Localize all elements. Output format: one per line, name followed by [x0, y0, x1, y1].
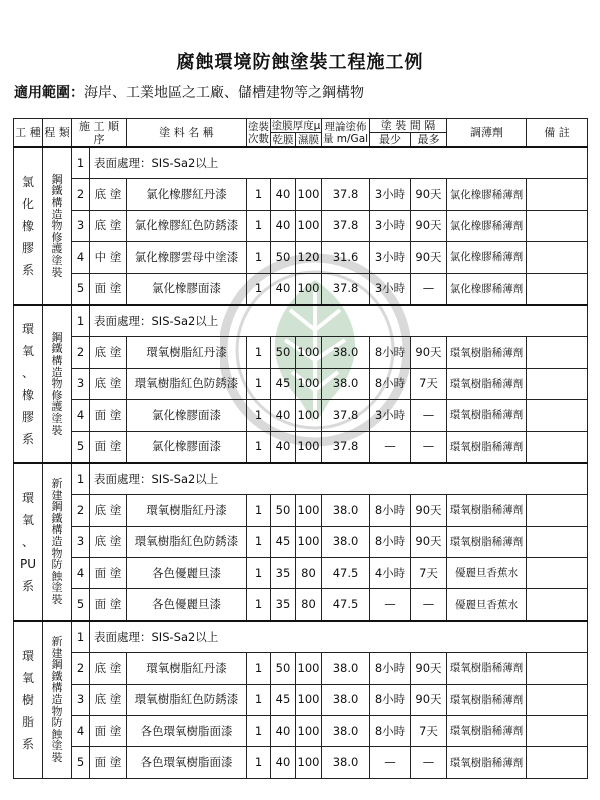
- thinner-cell: 環氧樹脂稀薄劑: [447, 526, 527, 557]
- table-row: [14, 210, 588, 241]
- coats-cell: 1: [247, 589, 271, 621]
- table-row: [14, 337, 588, 368]
- coats-cell: 1: [247, 400, 271, 431]
- remark-cell: [527, 337, 588, 368]
- header-max: 最多: [411, 133, 447, 148]
- header-dry: 乾膜: [272, 133, 294, 146]
- coats-cell: 1: [247, 495, 271, 526]
- dry-film-cell: 40: [271, 210, 296, 241]
- header-thinner: 調薄劑: [447, 119, 527, 148]
- header-process: 程 類: [43, 119, 72, 148]
- step-number: 2: [72, 653, 90, 684]
- header-row-1: [14, 119, 588, 133]
- thinner-cell: 氯化橡膠稀薄劑: [447, 179, 527, 210]
- table-row: [14, 558, 588, 589]
- thinner-cell: 環氧樹脂稀薄劑: [447, 337, 527, 368]
- thinner-cell: 環氧樹脂稀薄劑: [447, 431, 527, 463]
- thinner-cell: 環氧樹脂稀薄劑: [447, 495, 527, 526]
- wet-film-cell: 100: [296, 684, 322, 715]
- coverage-cell: 37.8: [322, 400, 370, 431]
- step-number: 4: [72, 400, 90, 431]
- table-row: [14, 653, 588, 684]
- min-interval-cell: 8小時: [370, 716, 411, 747]
- step-number: 1: [72, 621, 90, 653]
- step-number: 1: [72, 463, 90, 495]
- coverage-cell: 38.0: [322, 495, 370, 526]
- wet-film-cell: 100: [296, 716, 322, 747]
- min-interval-cell: 3小時: [370, 210, 411, 241]
- remark-cell: [527, 747, 588, 778]
- step-number: 1: [72, 147, 90, 179]
- stage-cell: 底 塗: [90, 179, 127, 210]
- stage-cell: 底 塗: [90, 210, 127, 241]
- header-min: 最少: [370, 133, 411, 148]
- dry-film-cell: 50: [271, 653, 296, 684]
- thinner-cell: 氯化橡膠稀薄劑: [447, 210, 527, 241]
- max-interval-cell: 7天: [411, 558, 447, 589]
- remark-cell: [527, 495, 588, 526]
- remark-cell: [527, 653, 588, 684]
- coverage-cell: 37.8: [322, 179, 370, 210]
- min-interval-cell: 8小時: [370, 526, 411, 557]
- system-cell: 環 氧 、 PU 系: [14, 463, 43, 621]
- dry-film-cell: 40: [271, 179, 296, 210]
- max-interval-cell: 90天: [411, 495, 447, 526]
- coats-cell: 1: [247, 242, 271, 273]
- stage-cell: 面 塗: [90, 400, 127, 431]
- coverage-cell: 47.5: [322, 558, 370, 589]
- stage-cell: 底 塗: [90, 526, 127, 557]
- min-interval-cell: 3小時: [370, 400, 411, 431]
- coverage-cell: 38.0: [322, 368, 370, 399]
- paint-name: 各色優麗旦漆: [127, 558, 247, 589]
- page-title: 腐蝕環境防蝕塗裝工程施工例: [176, 52, 424, 73]
- max-interval-cell: 90天: [411, 337, 447, 368]
- coats-cell: 1: [247, 558, 271, 589]
- wet-film-cell: 100: [296, 526, 322, 557]
- system-cell: 環 氧 、 橡 膠 系: [14, 305, 43, 463]
- min-interval-cell: 8小時: [370, 495, 411, 526]
- dry-film-cell: 40: [271, 716, 296, 747]
- header-coverage: 理論塗佈 量 m/Gal: [322, 119, 370, 148]
- wet-film-cell: 120: [296, 242, 322, 273]
- min-interval-cell: —: [370, 431, 411, 463]
- paint-name: 環氧樹脂紅色防銹漆: [127, 684, 247, 715]
- coverage-cell: 37.8: [322, 210, 370, 241]
- max-interval-cell: —: [411, 273, 447, 305]
- paint-name: 氯化橡膠面漆: [127, 431, 247, 463]
- thinner-cell: 氯化橡膠稀薄劑: [447, 242, 527, 273]
- coats-cell: 1: [247, 431, 271, 463]
- step-number: 3: [72, 684, 90, 715]
- paint-name: 環氧樹脂紅丹漆: [127, 337, 247, 368]
- wet-film-cell: 80: [296, 558, 322, 589]
- paint-name: 氯化橡膠面漆: [127, 273, 247, 305]
- paint-name: 各色優麗旦漆: [127, 589, 247, 621]
- remark-cell: [527, 400, 588, 431]
- wet-film-cell: 100: [296, 653, 322, 684]
- stage-cell: 底 塗: [90, 684, 127, 715]
- stage-cell: 底 塗: [90, 368, 127, 399]
- step-number: 5: [72, 273, 90, 305]
- coats-cell: 1: [247, 716, 271, 747]
- min-interval-cell: 8小時: [370, 337, 411, 368]
- min-interval-cell: —: [370, 747, 411, 778]
- thinner-cell: 環氧樹脂稀薄劑: [447, 368, 527, 399]
- stage-cell: 底 塗: [90, 337, 127, 368]
- max-interval-cell: —: [411, 747, 447, 778]
- step-number: 2: [72, 179, 90, 210]
- min-interval-cell: 8小時: [370, 684, 411, 715]
- max-interval-cell: 90天: [411, 210, 447, 241]
- process-cell: 新 建 鋼 鐵 構 造 物 防 蝕 塗 裝: [43, 463, 72, 621]
- dry-film-cell: 35: [271, 589, 296, 621]
- header-wet: 濕膜: [296, 133, 322, 148]
- max-interval-cell: 90天: [411, 179, 447, 210]
- wet-film-cell: 100: [296, 179, 322, 210]
- coats-cell: 1: [247, 273, 271, 305]
- stage-cell: 底 塗: [90, 653, 127, 684]
- paint-name: 氯化橡膠紅丹漆: [127, 179, 247, 210]
- scope-label: 適用範圍：: [14, 85, 84, 101]
- remark-cell: [527, 589, 588, 621]
- coats-cell: 1: [247, 653, 271, 684]
- scope-line: [14, 82, 364, 102]
- paint-name: 各色環氧樹脂面漆: [127, 747, 247, 778]
- max-interval-cell: —: [411, 431, 447, 463]
- dry-film-cell: 40: [271, 431, 296, 463]
- header-film: 塗膜厚度μ: [271, 119, 321, 132]
- step-number: 1: [72, 305, 90, 337]
- header-paint: 塗 料 名 稱: [127, 119, 247, 148]
- table-row: [14, 242, 588, 273]
- coats-cell: 1: [247, 526, 271, 557]
- step-number: 3: [72, 368, 90, 399]
- wet-film-cell: 100: [296, 337, 322, 368]
- remark-cell: [527, 526, 588, 557]
- stage-cell: 面 塗: [90, 716, 127, 747]
- paint-name: 環氧樹脂紅丹漆: [127, 495, 247, 526]
- table-row: [14, 273, 588, 305]
- surface-row: [14, 621, 588, 653]
- coverage-cell: 37.8: [322, 273, 370, 305]
- step-number: 3: [72, 210, 90, 241]
- max-interval-cell: —: [411, 589, 447, 621]
- min-interval-cell: 8小時: [370, 653, 411, 684]
- remark-cell: [527, 242, 588, 273]
- table-row: [14, 368, 588, 399]
- coverage-cell: 47.5: [322, 589, 370, 621]
- coats-cell: 1: [247, 747, 271, 778]
- thinner-cell: 優麗旦香蕉水: [447, 558, 527, 589]
- max-interval-cell: 90天: [411, 684, 447, 715]
- table-row: [14, 747, 588, 778]
- dry-film-cell: 50: [271, 495, 296, 526]
- coverage-cell: 38.0: [322, 747, 370, 778]
- step-number: 4: [72, 242, 90, 273]
- header-remark: 備 註: [527, 119, 588, 148]
- table-row: [14, 716, 588, 747]
- dry-film-cell: 45: [271, 526, 296, 557]
- max-interval-cell: 7天: [411, 368, 447, 399]
- coats-cell: 1: [247, 337, 271, 368]
- remark-cell: [527, 716, 588, 747]
- stage-cell: 面 塗: [90, 431, 127, 463]
- step-number: 5: [72, 431, 90, 463]
- paint-name: 氯化橡膠紅色防銹漆: [127, 210, 247, 241]
- table-row: [14, 684, 588, 715]
- paint-name: 環氧樹脂紅色防銹漆: [127, 368, 247, 399]
- surface-row: [14, 147, 588, 179]
- dry-film-cell: 45: [271, 684, 296, 715]
- stage-cell: 中 塗: [90, 242, 127, 273]
- coverage-cell: 38.0: [322, 684, 370, 715]
- max-interval-cell: 7天: [411, 716, 447, 747]
- step-number: 5: [72, 747, 90, 778]
- header-coats: 塗裝 次數: [247, 119, 271, 148]
- scope-text: 海岸、工業地區之工廠、儲槽建物等之鋼構物: [84, 85, 364, 101]
- min-interval-cell: 8小時: [370, 368, 411, 399]
- coverage-cell: 38.0: [322, 337, 370, 368]
- max-interval-cell: 90天: [411, 526, 447, 557]
- dry-film-cell: 35: [271, 558, 296, 589]
- max-interval-cell: 90天: [411, 653, 447, 684]
- header-system: 工 種: [14, 119, 43, 148]
- remark-cell: [527, 273, 588, 305]
- coverage-cell: 31.6: [322, 242, 370, 273]
- coverage-cell: 38.0: [322, 716, 370, 747]
- max-interval-cell: —: [411, 400, 447, 431]
- surface-treatment: 表面處理：SIS-Sa2以上: [90, 463, 588, 495]
- header-interval: 塗 裝 間 隔: [370, 119, 447, 133]
- step-number: 4: [72, 558, 90, 589]
- coverage-cell: 38.0: [322, 653, 370, 684]
- thinner-cell: 環氧樹脂稀薄劑: [447, 653, 527, 684]
- coverage-cell: 37.8: [322, 431, 370, 463]
- thinner-cell: 環氧樹脂稀薄劑: [447, 716, 527, 747]
- paint-name: 氯化橡膠面漆: [127, 400, 247, 431]
- dry-film-cell: 40: [271, 747, 296, 778]
- coats-cell: 1: [247, 684, 271, 715]
- surface-row: [14, 463, 588, 495]
- wet-film-cell: 100: [296, 210, 322, 241]
- header-order: 施 工 順 序: [72, 119, 127, 148]
- paint-name: 各色環氧樹脂面漆: [127, 716, 247, 747]
- step-number: 2: [72, 495, 90, 526]
- wet-film-cell: 100: [296, 431, 322, 463]
- coats-cell: 1: [247, 179, 271, 210]
- coverage-cell: 38.0: [322, 526, 370, 557]
- stage-cell: 底 塗: [90, 495, 127, 526]
- dry-film-cell: 40: [271, 273, 296, 305]
- max-interval-cell: 90天: [411, 242, 447, 273]
- dry-film-cell: 50: [271, 242, 296, 273]
- table-row: [14, 589, 588, 621]
- paint-name: 環氧樹脂紅丹漆: [127, 653, 247, 684]
- thinner-cell: 氯化橡膠稀薄劑: [447, 273, 527, 305]
- remark-cell: [527, 431, 588, 463]
- thinner-cell: 環氧樹脂稀薄劑: [447, 684, 527, 715]
- stage-cell: 面 塗: [90, 558, 127, 589]
- coating-table: [13, 118, 588, 779]
- surface-row: [14, 305, 588, 337]
- paint-name: 氯化橡膠雲母中塗漆: [127, 242, 247, 273]
- coats-cell: 1: [247, 368, 271, 399]
- min-interval-cell: 3小時: [370, 179, 411, 210]
- thinner-cell: 環氧樹脂稀薄劑: [447, 400, 527, 431]
- stage-cell: 面 塗: [90, 747, 127, 778]
- step-number: 3: [72, 526, 90, 557]
- process-cell: 鋼 鐵 構 造 物 修 護 塗 裝: [43, 305, 72, 463]
- remark-cell: [527, 558, 588, 589]
- min-interval-cell: 3小時: [370, 273, 411, 305]
- table-row: [14, 495, 588, 526]
- thinner-cell: 環氧樹脂稀薄劑: [447, 747, 527, 778]
- min-interval-cell: 3小時: [370, 242, 411, 273]
- dry-film-cell: 45: [271, 368, 296, 399]
- table-row: [14, 431, 588, 463]
- min-interval-cell: —: [370, 589, 411, 621]
- min-interval-cell: 4小時: [370, 558, 411, 589]
- step-number: 4: [72, 716, 90, 747]
- thinner-cell: 優麗旦香蕉水: [447, 589, 527, 621]
- dry-film-cell: 50: [271, 337, 296, 368]
- remark-cell: [527, 210, 588, 241]
- wet-film-cell: 100: [296, 747, 322, 778]
- surface-treatment: 表面處理：SIS-Sa2以上: [90, 147, 588, 179]
- table-row: [14, 400, 588, 431]
- remark-cell: [527, 368, 588, 399]
- system-cell: 氯 化 橡 膠 系: [14, 147, 43, 305]
- table-row: [14, 179, 588, 210]
- remark-cell: [527, 179, 588, 210]
- process-cell: 鋼 鐵 構 造 物 修 護 塗 裝: [43, 147, 72, 305]
- coats-cell: 1: [247, 210, 271, 241]
- stage-cell: 面 塗: [90, 589, 127, 621]
- surface-treatment: 表面處理：SIS-Sa2以上: [90, 621, 588, 653]
- wet-film-cell: 80: [296, 589, 322, 621]
- system-cell: 環 氧 樹 脂 系: [14, 621, 43, 778]
- wet-film-cell: 100: [296, 400, 322, 431]
- surface-treatment: 表面處理：SIS-Sa2以上: [90, 305, 588, 337]
- wet-film-cell: 100: [296, 495, 322, 526]
- step-number: 5: [72, 589, 90, 621]
- step-number: 2: [72, 337, 90, 368]
- process-cell: 新 建 鋼 鐵 構 造 物 防 蝕 塗 裝: [43, 621, 72, 778]
- table-row: [14, 526, 588, 557]
- dry-film-cell: 40: [271, 400, 296, 431]
- wet-film-cell: 100: [296, 368, 322, 399]
- paint-name: 環氧樹脂紅色防銹漆: [127, 526, 247, 557]
- stage-cell: 面 塗: [90, 273, 127, 305]
- remark-cell: [527, 684, 588, 715]
- wet-film-cell: 100: [296, 273, 322, 305]
